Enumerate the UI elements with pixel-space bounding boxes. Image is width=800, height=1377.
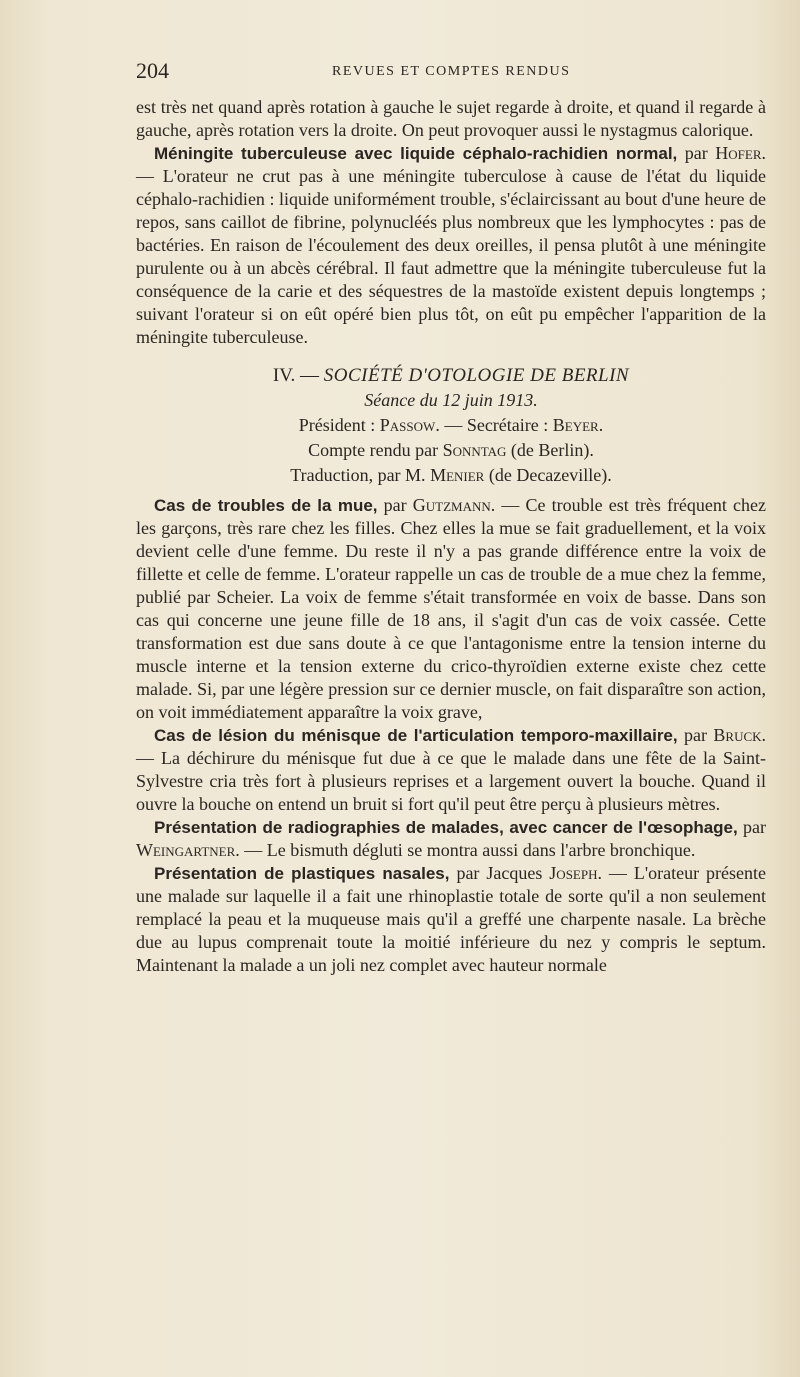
troubles-heading: Cas de troubles de la mue, — [154, 496, 378, 515]
troubles-paragraph — [136, 494, 766, 724]
troubles-author: Gutzmann — [412, 495, 491, 515]
page-header — [136, 58, 766, 86]
lesion-author: Bruck — [713, 725, 762, 745]
lesion-heading: Cas de lésion du ménisque de l'articulation temporo-maxillaire, — [154, 726, 678, 745]
lesion-paragraph — [136, 724, 766, 816]
reporter-name: Sonntag — [442, 440, 507, 460]
president-label: Président : — [298, 415, 380, 435]
lesion-text: . — La déchirure du ménisque fut due à ce que le malade dans une fête de la Saint-Sylvestre cria très fort à plusieurs reprises et a largement ouvert la bouche. Quand il ouvre la bouche on entend un bruit si fort qu'il peut être perçu à plusieurs mètres. — [136, 725, 767, 814]
translation-end: (de Decazeville). — [484, 465, 612, 485]
president-name: Passow — [379, 415, 436, 435]
page-number: 204 — [136, 58, 169, 83]
radiographies-text: . — Le bismuth dégluti se montra aussi dans l'arbre bronchique. — [235, 840, 696, 860]
section-header — [136, 363, 766, 488]
running-head: REVUES ET COMPTES RENDUS — [332, 64, 571, 79]
section-title — [136, 363, 766, 388]
meningite-author: Hofer — [715, 143, 762, 163]
radiographies-heading: Présentation de radiographies de malades, avec cancer de l'œsophage, — [154, 818, 738, 837]
plastiques-by: par Jacques — [449, 863, 550, 883]
secretary-end: . — [598, 415, 604, 435]
plastiques-author: Joseph — [549, 863, 598, 883]
section-translation — [136, 463, 766, 488]
report-label: Compte rendu par — [308, 440, 443, 460]
lesion-by: par — [677, 725, 714, 745]
section-officers — [136, 413, 766, 438]
troubles-by: par — [377, 495, 413, 515]
radiographies-paragraph — [136, 816, 766, 862]
radiographies-author: Weingartner — [136, 840, 236, 860]
plastiques-heading: Présentation de plastiques nasales, — [154, 864, 450, 883]
translation-label: Traduction, par M. — [290, 465, 431, 485]
section-title-text: SOCIÉTÉ D'OTOLOGIE DE BERLIN — [323, 365, 630, 386]
section-report — [136, 438, 766, 463]
plastiques-text: . — L'orateur présente une malade sur laquelle il a fait une rhinoplastie totale de sorte qu'il a non seulement remplacé la peau et la muqueuse mais qu'il a greffé une charpente nasale. La brèche due au lupus comprenait toute la moitié inférieure du nez y compris le septum. Maintenant la malade a un joli nez complet avec hauteur normale — [136, 863, 766, 975]
meningite-heading: Méningite tuberculeuse avec liquide céphalo-rachidien normal, — [154, 144, 678, 163]
section-number: IV. — — [272, 365, 324, 386]
translator-name: Menier — [430, 465, 485, 485]
report-end: (de Berlin). — [506, 440, 594, 460]
meningite-paragraph — [136, 142, 766, 349]
secretary-label: . — Secrétaire : — [435, 415, 553, 435]
plastiques-paragraph — [136, 862, 766, 977]
meningite-by: par — [677, 143, 716, 163]
secretary-name: Beyer — [552, 415, 599, 435]
intro-paragraph — [136, 96, 766, 142]
intro-text: est très net quand après rotation à gauche le sujet regarde à droite, et quand il regarde à gauche, après rotation vers la droite. On peut provoquer aussi le nystagmus calorique. — [136, 97, 766, 140]
meningite-text: . — L'orateur ne crut pas à une méningite tuberculose à cause de l'état du liquide céphalo-rachidien : liquide uniformément trouble, s'éclaircissant au bout d'une heure de repos, sans caillot de fibrine, polynucléés plus nombreux que les lymphocytes : pas de bactéries. En raison de l'écoulement des deux oreilles, il pensa plutôt à une méningite purulente ou à un abcès cérébral. Il faut admettre que la méningite tuberculeuse fut la conséquence de la carie et des séquestres de la mastoïde existent depuis longtemps ; suivant l'orateur si on eût opéré bien plus tôt, on eût pu empêcher l'apparition de la méningite tuberculeuse. — [136, 143, 766, 347]
section-session: Séance du 12 juin 1913. — [364, 390, 538, 410]
troubles-text: . — Ce trouble est très fréquent chez les garçons, très rare chez les filles. Chez elles la mue se fait graduellement, et la voix devient celle d'une femme. Du reste il n'y a pas grande différence entre la voix de fillette et celle de femme. L'orateur rappelle un cas de trouble de a mue chez la femme, publié par Scheier. La voix de femme s'était transformée en voix de basse. Dans son cas qui concerne une jeune fille de 18 ans, il s'agit d'un cas de voix cassée. Cette transformation est due sans doute à ce que l'antagonisme entre la tension interne du muscle interne et la tension externe du crico-thyroïdien externe existe chez cette malade. Si, par une légère pression sur ce dernier muscle, on fait disparaître son action, on voit immédiatement apparaître la voix grave, — [136, 495, 767, 722]
page-body — [136, 96, 766, 977]
radiographies-by: par — [737, 817, 767, 837]
